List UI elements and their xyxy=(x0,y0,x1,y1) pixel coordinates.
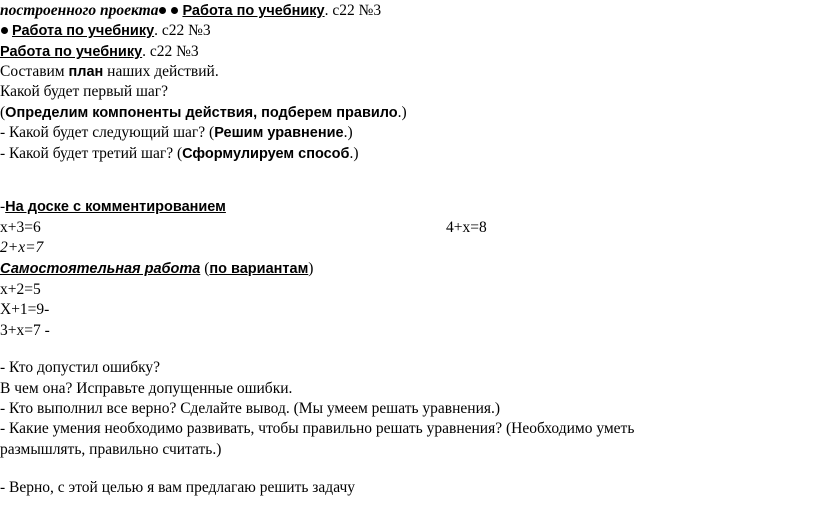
plan-keyword: план xyxy=(68,64,104,80)
paren: .) xyxy=(343,124,353,141)
board-equation-1: x+3=6 xyxy=(0,219,41,236)
paren: ( xyxy=(0,104,6,121)
question-text: - Какой будет третий шаг? ( xyxy=(0,145,183,162)
board-title: На доске с комментированием xyxy=(5,199,226,215)
header-line-1 xyxy=(0,2,381,20)
board-heading xyxy=(0,198,226,216)
board-equation-2: 4+x=8 xyxy=(446,219,487,236)
header-line-2 xyxy=(0,22,211,40)
question-5: - Верно, с этой целью я вам предлагаю решить задачу xyxy=(0,479,355,496)
independent-equation-2: X+1=9- xyxy=(0,301,50,318)
independent-title: Самостоятельная работа xyxy=(0,261,201,277)
textbook-link[interactable]: Работа по учебнику xyxy=(0,44,143,60)
paren: ( xyxy=(200,260,210,277)
independent-equation-1: x+2=5 xyxy=(0,281,41,298)
paren: .) xyxy=(349,145,359,162)
step-two: Решим уравнение xyxy=(214,125,344,141)
question-4-line-1: - Какие умения необходимо развивать, чтобы правильно решать уравнения? (Необходимо уметь xyxy=(0,420,635,437)
paren: .) xyxy=(397,104,407,121)
bullet-icon xyxy=(159,7,166,14)
bullet-icon xyxy=(171,7,178,14)
question-3: - Кто выполнил все верно? Сделайте вывод. (Мы умеем решать уравнения.) xyxy=(0,400,501,417)
question-1: - Кто допустил ошибку? xyxy=(0,359,161,376)
header-line-3 xyxy=(0,43,199,61)
textbook-link[interactable]: Работа по учебнику xyxy=(12,23,155,39)
independent-heading xyxy=(0,260,313,278)
question-text: - Какой будет следующий шаг? ( xyxy=(0,124,215,141)
step-three: Сформулируем способ xyxy=(182,146,350,162)
question-2: В чем она? Исправьте допущенные ошибки. xyxy=(0,380,293,397)
variants-label: по вариантам xyxy=(209,261,309,277)
textbook-link[interactable]: Работа по учебнику xyxy=(182,3,325,19)
question-4-line-2: размышлять, правильно считать.) xyxy=(0,441,222,458)
step-one: Определим компоненты действия, подберем правило xyxy=(5,105,398,121)
board-equation-3: 2+x=7 xyxy=(0,239,44,256)
plan-line-4 xyxy=(0,124,353,142)
plan-line-2: Какой будет первый шаг? xyxy=(0,83,169,100)
dash: - xyxy=(0,198,6,215)
page-ref: . с22 №3 xyxy=(142,43,199,60)
paren: ) xyxy=(308,260,314,277)
plan-line-1 xyxy=(0,63,219,81)
plan-line-5 xyxy=(0,145,359,163)
plan-text: Составим xyxy=(0,63,69,80)
page-ref: . с22 №3 xyxy=(324,2,382,19)
independent-equation-3: 3+x=7 - xyxy=(0,322,50,339)
plan-line-3 xyxy=(0,104,407,122)
page-ref: . с22 №3 xyxy=(154,22,211,39)
bullet-icon xyxy=(1,27,8,34)
project-fragment: построенного проекта xyxy=(0,2,159,19)
plan-text: наших действий. xyxy=(103,63,219,80)
